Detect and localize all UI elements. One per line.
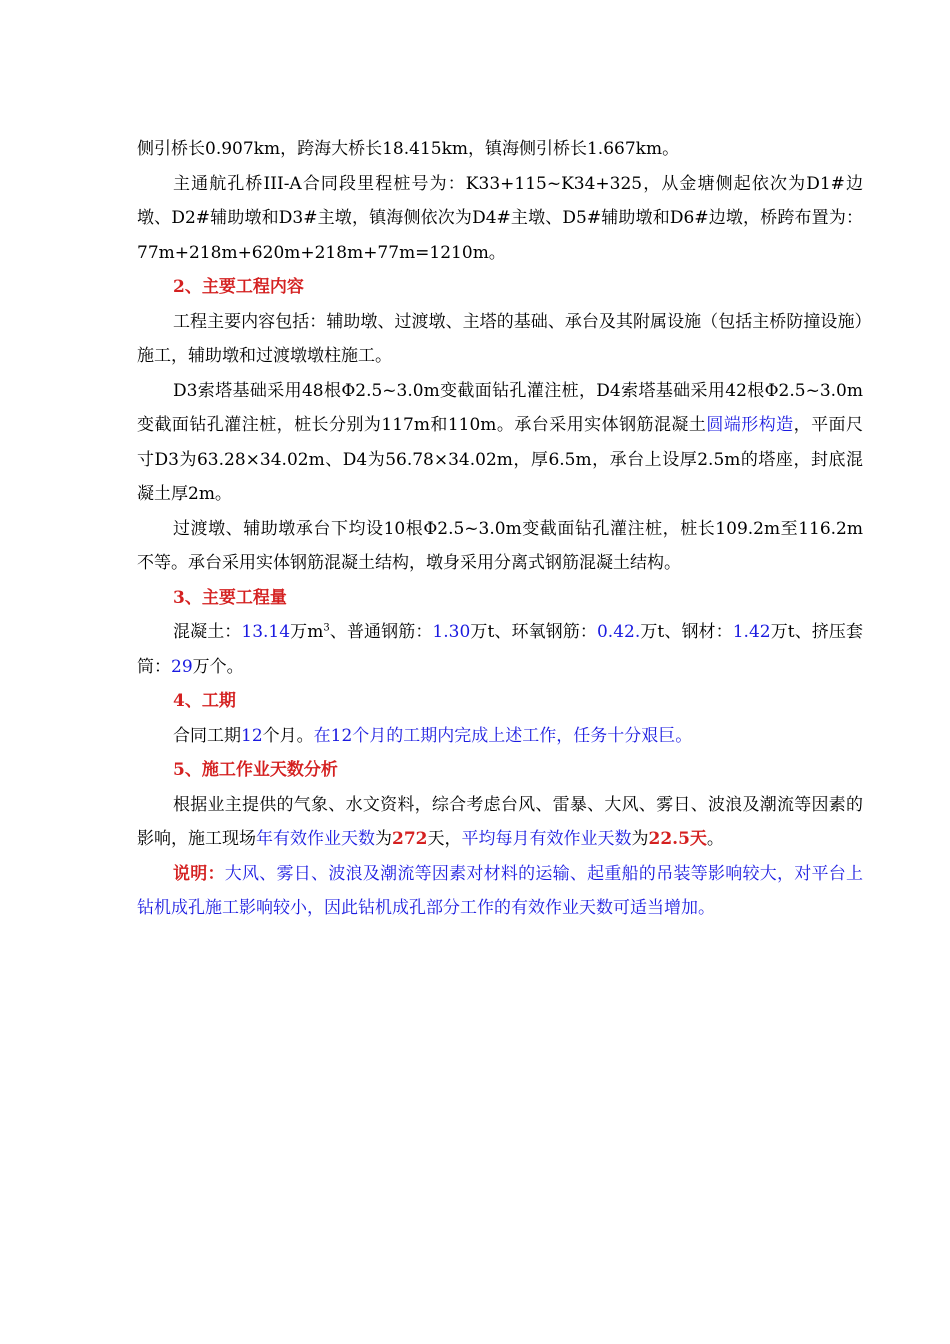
quantity-label-epoxy: 万t、环氧钢筋：	[470, 622, 597, 642]
quantity-value-sleeve: 29	[171, 656, 193, 677]
schedule-text-a: 合同工期	[173, 725, 241, 746]
schedule-text-c: 个月。	[262, 725, 314, 746]
schedule-months: 12	[241, 725, 263, 746]
quantity-label-sleeve: 万t、挤压套筒：	[137, 622, 863, 677]
quantity-label-steel: 万t、钢材：	[640, 622, 733, 642]
foundation-text-a: D3索塔基础采用48根Φ2.5~3.0m变截面钻孔灌注桩，D4索塔基础采用42根Φ2.5~3.0m变截面钻孔灌注桩，桩长分别为117m和110m。承台采用实体钢筋混凝土	[137, 380, 863, 435]
paragraph-schedule	[137, 719, 863, 754]
workdays-annual-label: 年有效作业天数	[256, 829, 375, 849]
quantity-unit-superscript: 3	[323, 622, 330, 634]
heading-workdays: 5、施工作业天数分析	[173, 760, 338, 780]
heading-schedule: 4、工期	[173, 691, 236, 711]
paragraph-works-scope: 工程主要内容包括：辅助墩、过渡墩、主塔的基础、承台及其附属设施（包括主桥防撞设施）施工，辅助墩和过渡墩墩柱施工。	[137, 311, 863, 366]
workdays-text-c: 为	[375, 829, 392, 849]
quantity-label-rebar: 、普通钢筋：	[329, 622, 433, 642]
note-label: 说明：	[173, 863, 225, 884]
workdays-text-g: 为	[631, 829, 649, 849]
workdays-monthly-label: 平均每月有效作业天数	[461, 829, 632, 849]
paragraph-transition-piers: 过渡墩、辅助墩承台下均设10根Φ2.5~3.0m变截面钻孔灌注桩，桩长109.2m至116.2m不等。承台采用实体钢筋混凝土结构，墩身采用分离式钢筋混凝土结构。	[137, 518, 863, 573]
paragraph-bridge-lengths: 侧引桥长0.907km，跨海大桥长18.415km，镇海侧引桥长1.667km。	[137, 139, 680, 159]
workdays-text-e: 天，	[427, 829, 462, 849]
heading-quantities: 3、主要工程量	[173, 587, 287, 608]
quantity-unit-concrete: 万m	[290, 622, 324, 642]
paragraph-workdays	[137, 788, 863, 857]
quantity-value-concrete: 13.14	[241, 622, 291, 642]
foundation-highlight: 圆端形构造	[706, 415, 794, 435]
workdays-monthly-value: 22.5天	[648, 829, 707, 849]
workdays-text-i: 。	[706, 829, 724, 849]
workdays-annual-value: 272	[392, 829, 428, 849]
document-body	[137, 132, 863, 926]
paragraph-note	[137, 857, 863, 926]
quantity-unit-sleeve: 万个。	[192, 656, 244, 677]
paragraph-quantities	[137, 615, 863, 684]
schedule-remark: 在12个月的工期内完成上述工作，任务十分艰巨。	[313, 725, 693, 746]
quantity-value-epoxy: 0.42.	[596, 622, 641, 642]
foundation-text-c: ，平面尺寸D3为63.28×34.02m、D4为56.78×34.02m，厚6.5m，承台上设厚2.5m的塔座，封底混凝土厚2m。	[137, 415, 864, 504]
workdays-text-a: 根据业主提供的气象、水文资料，综合考虑台风、雷暴、大风、雾日、波浪及潮流等因素的影响，施工现场	[137, 794, 863, 849]
paragraph-foundation	[137, 374, 863, 512]
paragraph-contract-section: 主通航孔桥III-A合同段里程桩号为：K33+115~K34+325，从金塘侧起依次为D1#边墩、D2#辅助墩和D3#主墩，镇海侧依次为D4#主墩、D5#辅助墩和D6#边墩，桥跨布置为：77m+218m+620m+218m+77m=1210m。	[137, 173, 863, 263]
note-text: 大风、雾日、波浪及潮流等因素对材料的运输、起重船的吊装等影响较大，对平台上钻机成孔施工影响较小，因此钻机成孔部分工作的有效作业天数可适当增加。	[137, 863, 864, 918]
quantity-value-steel: 1.42	[732, 622, 771, 642]
quantity-label-concrete: 混凝土：	[173, 622, 242, 642]
heading-main-works: 2、主要工程内容	[173, 277, 304, 297]
quantity-value-rebar: 1.30	[432, 622, 471, 642]
